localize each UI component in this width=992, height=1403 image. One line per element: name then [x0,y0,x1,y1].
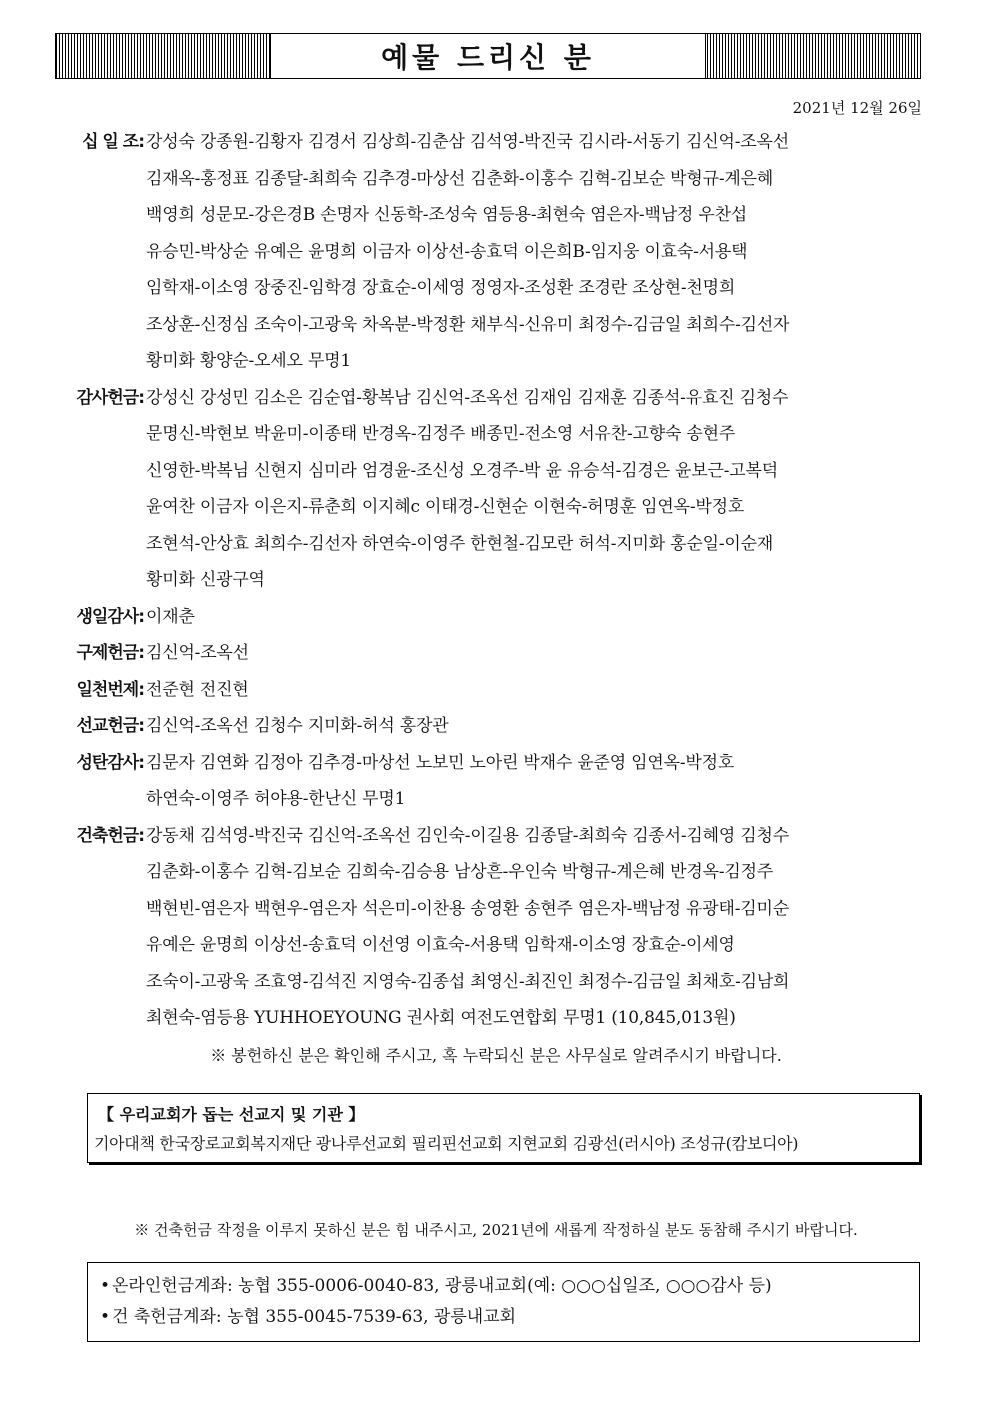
online-account-line [100,1271,907,1302]
building-fund-notice: ※ 건축헌금 작정을 이루지 못하신 분은 힘 내주시고, 2021년에 새롭게 작정하실 분도 동참해 주시기 바랍니다. [134,1221,858,1239]
section-names [144,380,788,599]
name-line: 전준현 전진현 [146,679,249,700]
section-names [144,708,448,745]
name-line: 유승민-박상순 유예은 윤명희 이금자 이상선-송효덕 이은희B-임지웅 이효숙-서용택 [146,241,748,262]
name-line: 김재옥-홍정표 김종달-최희숙 김추경-마상선 김춘화-이홍수 김혁-김보순 박형규-계은혜 [146,168,774,189]
section-names [144,745,734,818]
title-box [270,33,706,79]
name-line: 신영한-박복님 신현지 심미라 엄경윤-조신성 오경주-박 윤 유승석-김경은 윤보근-고복덕 [146,460,778,481]
section-label: 구제헌금: [76,643,144,663]
name-line: 김춘화-이홍수 김혁-김보순 김희숙-김승용 남상흔-우인숙 박형규-계은혜 반경옥-김정주 [146,862,774,882]
name-line: 김신억-조옥선 김청수 지미화-허석 홍장관 [146,716,449,736]
section-label: 건축헌금: [76,825,144,846]
mission-box [87,1093,920,1163]
name-line: 강성숙 강종원-김황자 김경서 김상희-김춘삼 김석영-박진국 김시라-서동기 김신억-조옥선 [146,132,789,152]
mission-title: 【 우리교회가 돕는 선교지 및 기관 】 [98,1105,365,1124]
name-line: 황미화 신광구역 [146,570,265,590]
name-line: 조현석-안상효 최희수-김선자 하연숙-이영주 한현철-김모란 허석-지미화 홍순일-이순재 [146,533,774,554]
section-names [144,124,789,380]
page-title: 예물 드리신 분 [381,41,595,74]
name-line: 하연숙-이영주 허야용-한난신 무명1 [146,789,406,809]
section-label: 일천번제: [76,679,144,700]
offering-section [60,745,930,818]
offering-sections [60,124,930,1037]
section-names [144,672,249,709]
name-line: 김문자 김연화 김정아 김추경-마상선 노보민 노아린 박재수 윤준영 임연옥-박정호 [146,752,735,773]
offering-section [60,818,930,1037]
offering-section [60,708,930,745]
offering-section [60,380,930,599]
name-line: 최현숙-염등용 YUHHOEYOUNG 권사회 여전도연합회 무명1 (10,845,013원) [146,1008,736,1028]
confirm-notice: ※ 봉헌하신 분은 확인해 주시고, 혹 누락되신 분은 사무실로 알려주시기 바랍니다. [210,1046,782,1065]
section-label: 감사헌금: [76,387,144,408]
section-names [144,818,789,1037]
name-line: 조상훈-신정심 조숙이-고광욱 차옥분-박정환 채부식-신유미 최정수-김금일 최희수-김선자 [146,314,790,335]
section-names [144,635,249,672]
online-account-text: 온라인헌금계좌: 농협 355-0006-0040-83, 광릉내교회(예: ○○○십일조, ○○○감사 등) [112,1276,772,1296]
name-line: 백현빈-염은자 백현우-염은자 석은미-이찬용 송영환 송현주 염은자-백남정 유광태-김미순 [146,898,789,919]
building-account-line [100,1302,907,1333]
name-line: 윤여찬 이금자 이은지-류춘희 이지혜c 이태경-신현순 이현숙-허명훈 임연옥-박정호 [146,497,745,517]
bullet-icon: • [100,1276,111,1296]
section-label: 성탄감사: [76,752,144,773]
offering-section [60,124,930,380]
section-label: 십 일 조: [82,132,144,152]
name-line: 유예은 윤명희 이상선-송효덕 이선영 이효숙-서용택 임학재-이소영 장효순-이세영 [146,935,735,955]
section-names [144,599,195,636]
name-line: 문명신-박현보 박윤미-이종태 반경옥-김정주 배종민-전소영 서유찬-고향숙 송현주 [146,424,736,444]
name-line: 강성신 강성민 김소은 김순엽-황복남 김신억-조옥선 김재임 김재훈 김종석-유효진 김청수 [146,387,789,408]
bulletin-date: 2021년 12월 26일 [792,99,922,117]
section-label: 생일감사: [76,606,144,627]
name-line: 백영희 성문모-강은경B 손명자 신동학-조성숙 염등용-최현숙 염은자-백남정 우찬섭 [146,205,748,225]
account-box [87,1262,920,1342]
offering-section [60,672,930,709]
section-label: 선교헌금: [76,716,144,736]
bullet-icon: • [100,1307,111,1327]
name-line: 강동채 김석영-박진국 김신억-조옥선 김인숙-이길용 김종달-최희숙 김종서-김혜영 김청수 [146,825,789,846]
name-line: 김신억-조옥선 [146,643,249,663]
offering-section [60,635,930,672]
name-line: 황미화 황양순-오세오 무명1 [146,351,352,371]
title-banner [55,33,921,79]
name-line: 이재춘 [146,606,195,627]
offering-section [60,599,930,636]
mission-list: 기아대책 한국장로교회복지재단 광나루선교회 필리핀선교회 지현교회 김광선(러시아) 조성규(캄보디아) [94,1134,799,1153]
building-account-text: 건 축헌금계좌: 농협 355-0045-7539-63, 광릉내교회 [112,1307,517,1327]
name-line: 임학재-이소영 장중진-임학경 장효순-이세영 정영자-조성환 조경란 조상현-천명희 [146,278,736,298]
name-line: 조숙이-고광욱 조효영-김석진 지영숙-김종섭 최영신-최진인 최정수-김금일 최채호-김남희 [146,971,790,992]
